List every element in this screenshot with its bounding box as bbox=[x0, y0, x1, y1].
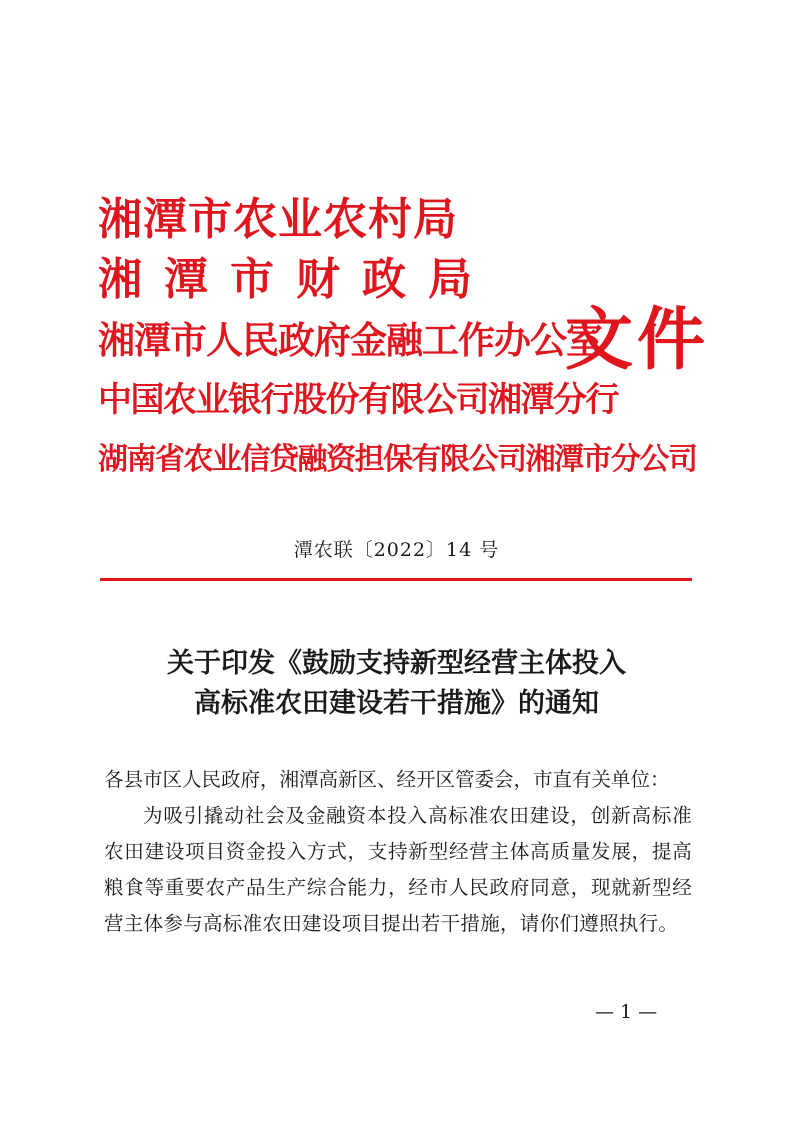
document-body bbox=[104, 762, 692, 942]
issuer-agricultural-bank: 中国农业银行股份有限公司湘潭分行 bbox=[98, 380, 618, 420]
header-divider bbox=[100, 578, 692, 581]
document-title-line-1: 关于印发《鼓励支持新型经营主体投入 bbox=[167, 648, 626, 679]
page-number: — 1 — bbox=[595, 1001, 658, 1023]
document-title-line-2: 高标准农田建设若干措施》的通知 bbox=[194, 688, 599, 719]
document-title bbox=[0, 644, 793, 724]
body-paragraph: 为吸引撬动社会及金融资本投入高标准农田建设，创新高标准农田建设项目资金投入方式，支持新型经营主体高质量发展，提高粮食等重要农产品生产综合能力，经市人民政府同意，现就新型经营主体参与高标准农田建设项目提出若干措施，请你们遵照执行。 bbox=[104, 804, 692, 935]
issuer-finance-bureau: 湘潭市财政局 bbox=[98, 254, 494, 305]
issuer-agriculture-bureau: 湘潭市农业农村局 bbox=[98, 194, 458, 245]
document-type-label: 文件 bbox=[565, 300, 710, 380]
issuer-credit-guarantee: 湖南省农业信贷融资担保有限公司湘潭市分公司 bbox=[98, 442, 697, 477]
document-number: 潭农联〔2022〕14 号 bbox=[293, 539, 500, 561]
issuer-financial-office: 湘潭市人民政府金融工作办公室 bbox=[98, 318, 602, 362]
salutation: 各县市区人民政府，湘潭高新区、经开区管委会，市直有关单位： bbox=[104, 768, 670, 791]
